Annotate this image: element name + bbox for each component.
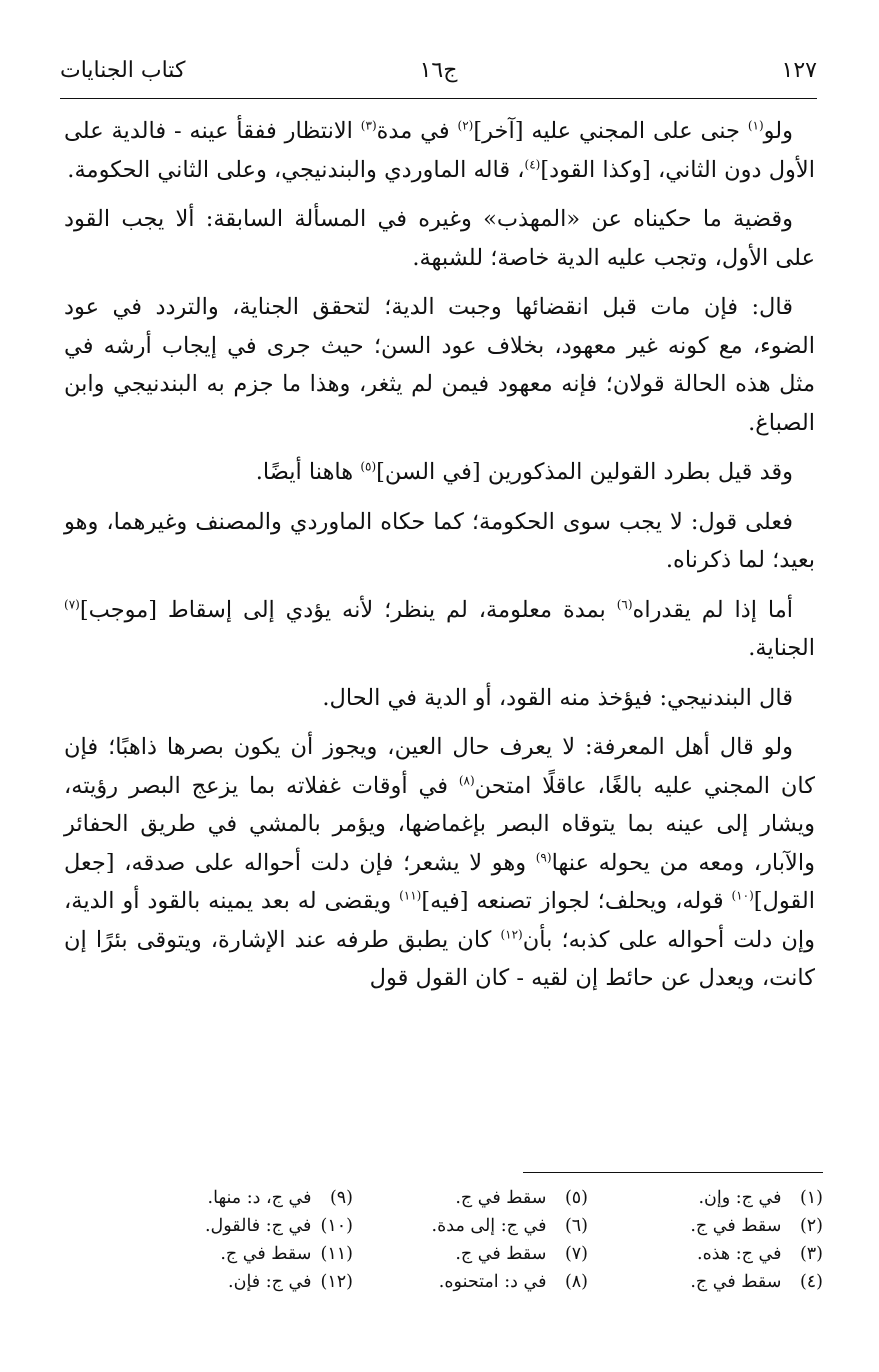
footnote-text: سقط في ج. <box>690 1272 787 1292</box>
text-run: فعلى قول: لا يجب سوى الحكومة؛ كما حكاه الماوردي والمصنف وغيرهما، وهو بعيد؛ لما ذكرناه. <box>64 508 815 573</box>
footnote-number: (١١) <box>320 1244 353 1264</box>
footnote-rule <box>523 1172 823 1173</box>
footnote <box>368 1212 588 1240</box>
footnote-text: في د: امتحنوه. <box>438 1272 552 1292</box>
footnote-text: في ج: فالقول. <box>204 1216 317 1236</box>
paragraph <box>64 453 815 492</box>
footnote-marker: (٦) <box>616 597 633 611</box>
footnote-number: (١٠) <box>320 1216 353 1236</box>
text-run: بمدة معلومة، لم ينظر؛ لأنه يؤدي إلى إسقاط [موجب] <box>79 596 617 623</box>
main-text <box>64 112 815 998</box>
footnote <box>368 1240 588 1268</box>
footnote-marker: (٤) <box>524 157 541 171</box>
footnote-text: في ج: وإن. <box>698 1188 787 1208</box>
paragraph <box>64 679 815 718</box>
text-run: وقد قيل بطرد القولين المذكورين [في السن] <box>376 459 793 485</box>
text-run: جنى على المجني عليه [آخر] <box>473 118 748 144</box>
footnote-marker: (١٢) <box>500 927 523 941</box>
footnote <box>133 1184 353 1212</box>
paragraph <box>64 112 815 189</box>
footnote-number: (١) <box>799 1188 823 1208</box>
text-run: ويقضى له بعد يمينه بالقود أو الدية، وإن دلت أحواله على كذبه؛ بأن <box>64 888 815 953</box>
paragraph <box>64 728 815 998</box>
text-run: كان يطبق طرفه عند الإشارة، ويتوقى بئرًا إن كانت، ويعدل عن حائط إن لقيه - كان القول قول <box>64 926 815 991</box>
page-number: ١٢٧ <box>781 58 817 83</box>
footnote <box>133 1268 353 1296</box>
footnote-text: سقط في ج. <box>455 1244 552 1264</box>
running-header <box>60 58 817 94</box>
footnote-marker: (٣) <box>360 118 377 133</box>
footnote-marker: (١١) <box>399 888 422 903</box>
text-run: في أوقات غفلاته بما يزعج البصر رؤيته، ويشار إلى عينه بما يتوقاه البصر بإغماضها، ويؤمر بالمشي في طريق الحفائر والآبار، ومعه من يحوله عنها <box>64 772 815 876</box>
footnote-marker: (٢) <box>457 118 474 133</box>
text-run: قال: فإن مات قبل انقضائها وجبت الدية؛ لتحقق الجناية، والتردد في عود الضوء، مع كونه غير معهود، بخلاف عود السن؛ حيث جرى في إيجاب أرشه في مثل هذه الحالة قولان؛ فإنه معهود فيمن لم يثغر، وهذا ما جزم به البندنيجي وابن الصباغ. <box>64 294 815 436</box>
footnote-text: سقط في ج. <box>690 1216 787 1236</box>
footnote-text: في ج، د: منها. <box>207 1188 317 1208</box>
footnote <box>603 1212 823 1240</box>
footnote-number: (١٢) <box>320 1272 353 1292</box>
footnote-marker: (٧) <box>64 597 80 611</box>
text-run: هاهنا أيضًا. <box>255 459 361 485</box>
footnote <box>368 1184 588 1212</box>
footnote <box>368 1268 588 1296</box>
footnote-column <box>603 1184 823 1296</box>
text-run: وهو لا يشعر؛ فإن دلت أحواله على صدقه، [جعل القول] <box>64 849 815 914</box>
text-run: في مدة <box>376 118 458 144</box>
footnote-marker: (١٠) <box>731 888 754 903</box>
footnote-number: (٧) <box>564 1244 588 1264</box>
footnote <box>133 1212 353 1240</box>
footnote <box>603 1184 823 1212</box>
footnote-number: (٤) <box>799 1272 823 1292</box>
footnote-marker: (٩) <box>535 850 552 864</box>
volume-label: ج١٦ <box>419 58 458 83</box>
text-run: وقضية ما حكيناه عن «المهذب» وغيره في المسألة السابقة: ألا يجب القود على الأول، وتجب عليه الدية خاصة؛ للشبهة. <box>64 206 815 271</box>
footnote <box>133 1240 353 1268</box>
footnote-text: في ج: فإن. <box>228 1272 317 1292</box>
paragraph <box>64 288 815 442</box>
footnote-text: سقط في ج. <box>455 1188 552 1208</box>
footnote-number: (٥) <box>564 1188 588 1208</box>
footnote-number: (٨) <box>564 1272 588 1292</box>
paragraph <box>64 503 815 580</box>
footnote-number: (٩) <box>329 1188 353 1208</box>
footnotes <box>120 1184 823 1294</box>
footnote <box>603 1240 823 1268</box>
text-run: قال البندنيجي: فيؤخذ منه القود، أو الدية في الحال. <box>322 684 793 711</box>
footnote-text: سقط في ج. <box>220 1244 317 1264</box>
text-run: أما إذا لم يقدراه <box>632 596 794 623</box>
footnote-text: في ج: هذه. <box>697 1244 787 1264</box>
footnote-number: (٢) <box>799 1216 823 1236</box>
footnote-number: (٦) <box>564 1216 588 1236</box>
paragraph <box>64 200 815 277</box>
footnote-marker: (٥) <box>360 459 377 474</box>
footnote <box>603 1268 823 1296</box>
header-rule <box>60 98 817 99</box>
book-title: كتاب الجنايات <box>60 58 186 83</box>
footnote-marker: (٨) <box>458 773 475 787</box>
footnote-text: في ج: إلى مدة. <box>431 1216 552 1236</box>
footnote-column <box>133 1184 353 1296</box>
text-run: ولو قال أهل المعرفة: لا يعرف حال العين، ويجوز أن يكون بصرها ذاهبًا؛ فإن كان المجني عليه بالغًا، عاقلًا امتحن <box>64 734 815 799</box>
text-run: الانتظار ففقأ عينه - فالدية على الأول دون الثاني، [وكذا القود] <box>64 118 815 183</box>
text-run: الجناية. <box>748 635 815 661</box>
text-run: ولو <box>763 118 794 144</box>
footnote-number: (٣) <box>799 1244 823 1264</box>
paragraph <box>64 591 815 668</box>
footnote-marker: (١) <box>747 118 764 133</box>
text-run: ، قاله الماوردي والبندنيجي، وعلى الثاني الحكومة. <box>67 156 525 183</box>
text-run: قوله، ويحلف؛ لجواز تصنعه [فيه] <box>421 888 732 914</box>
footnote-column <box>368 1184 588 1296</box>
